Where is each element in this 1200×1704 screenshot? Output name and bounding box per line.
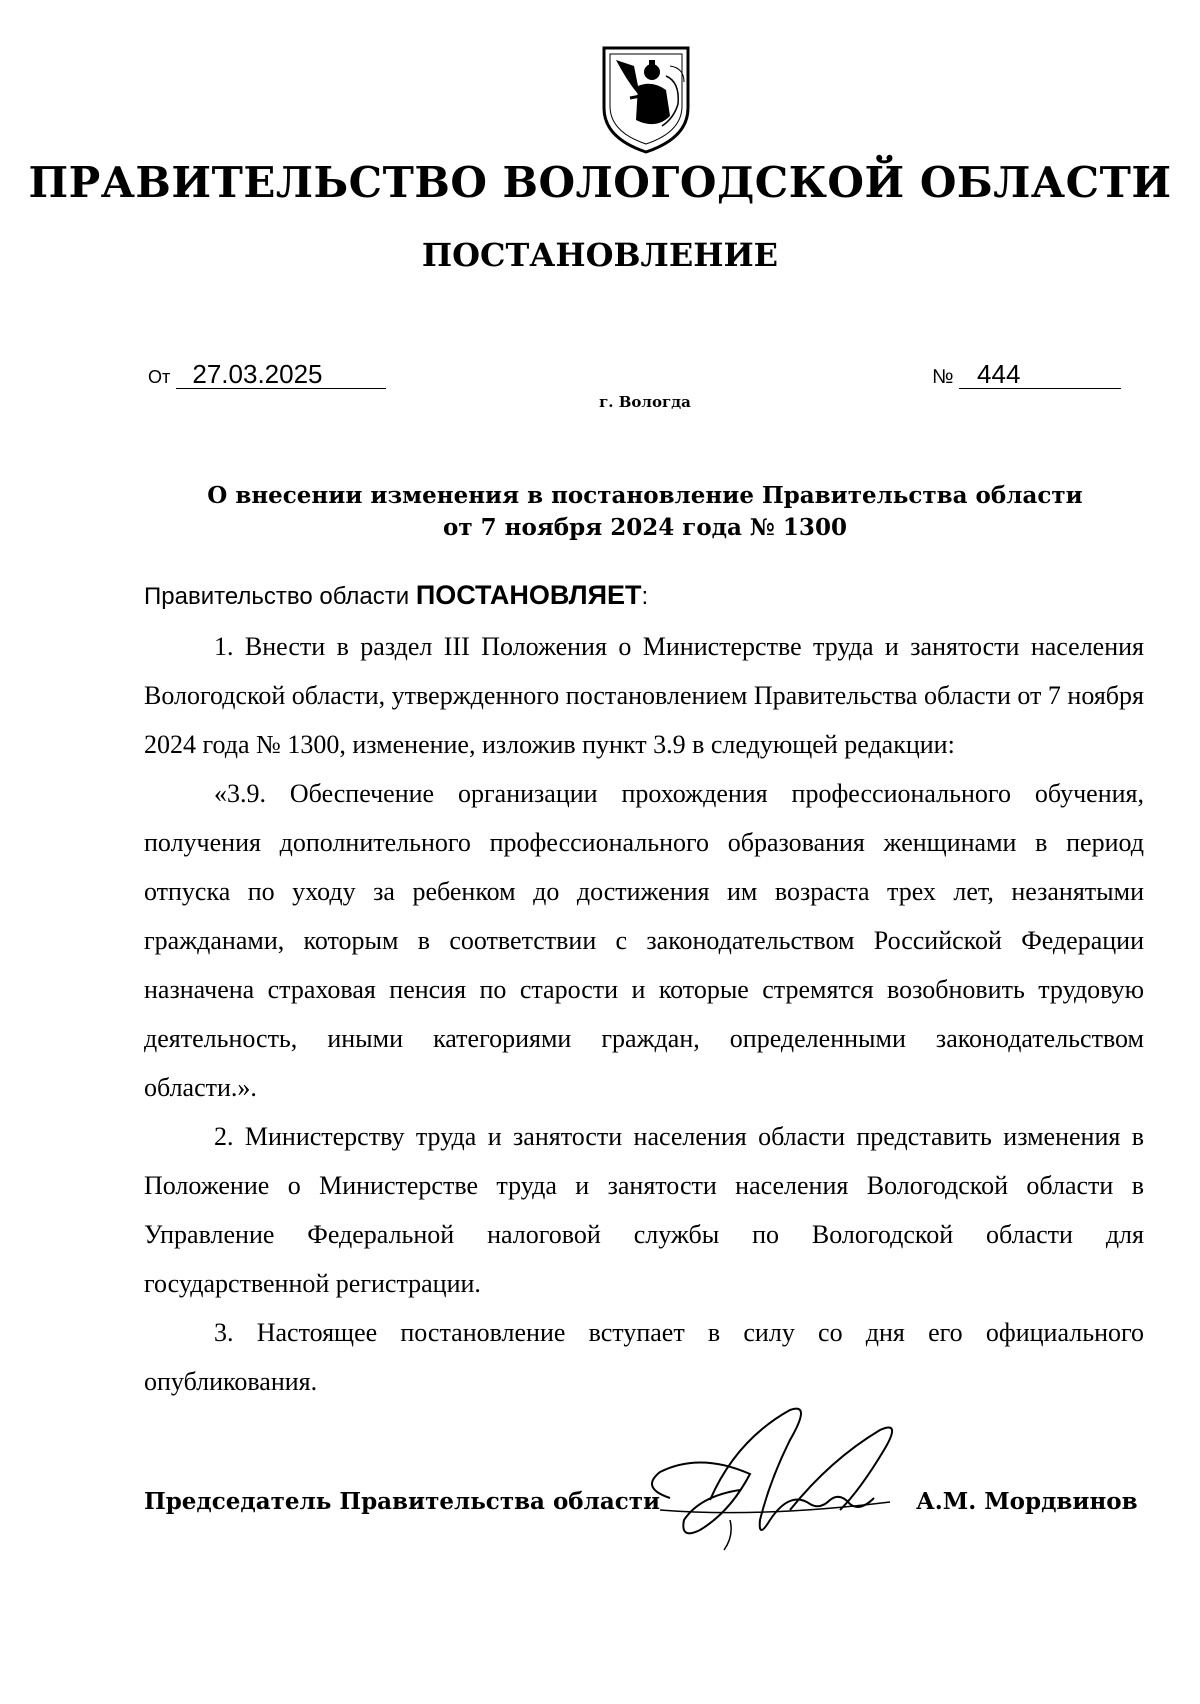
coat-of-arms-icon xyxy=(600,46,692,154)
signature-icon xyxy=(640,1400,920,1580)
document-type: ПОСТАНОВЛЕНИЕ xyxy=(421,236,779,274)
preamble-text: Правительство области xyxy=(144,583,416,610)
paragraph-2: 2. Министерству труда и занятости населения области представить изменения в Положение о Министерстве труда и занятости населения Вологодской области в Управление Федеральной налоговой службы по Вологодской области для государственной регистрации. xyxy=(144,1122,1144,1298)
document-number xyxy=(932,360,1121,389)
paragraph-quote: «3.9. Обеспечение организации прохождения профессионального обучения, получения дополнительного профессионального образования женщинами в период отпуска по уходу за ребенком до достижения им возраста трех лет, незанятыми гражданами, которым в соответствии с законодательством Российской Федерации назначена страховая пенсия по старости и которые стремятся возобновить трудовую деятельность, иными категориями граждан, определенными законодательством области.». xyxy=(144,779,1144,1102)
signatory-name: А.М. Мордвинов xyxy=(916,1488,1138,1515)
subject-line-1: О внесении изменения в постановление Правительства области xyxy=(207,482,1083,509)
subject-line-2: от 7 ноября 2024 года № 1300 xyxy=(443,514,847,541)
preamble-colon: : xyxy=(641,583,649,610)
signatory-role: Председатель Правительства области xyxy=(144,1488,661,1515)
paragraph-3: 3. Настоящее постановление вступает в силу со дня его официального опубликования. xyxy=(144,1318,1144,1396)
date-prefix: От xyxy=(148,367,171,387)
document-subject xyxy=(0,480,1200,544)
org-title: ПРАВИТЕЛЬСТВО ВОЛОГОДСКОЙ ОБЛАСТИ xyxy=(28,158,1172,207)
document-body xyxy=(144,622,1144,1406)
city: г. Вологда xyxy=(599,393,691,411)
date-value: 27.03.2025 xyxy=(176,360,386,389)
number-prefix: № xyxy=(932,366,954,388)
paragraph-1: 1. Внести в раздел III Положения о Министерстве труда и занятости населения Вологодской области, утвержденного постановлением Правительства области от 7 ноября 2024 года № 1300, изменение, изложив пункт 3.9 в следующей редакции: xyxy=(144,632,1144,759)
number-value: 444 xyxy=(959,360,1121,389)
document-date xyxy=(148,360,386,389)
preamble xyxy=(144,580,648,611)
preamble-bold: ПОСТАНОВЛЯЕТ xyxy=(415,580,642,610)
